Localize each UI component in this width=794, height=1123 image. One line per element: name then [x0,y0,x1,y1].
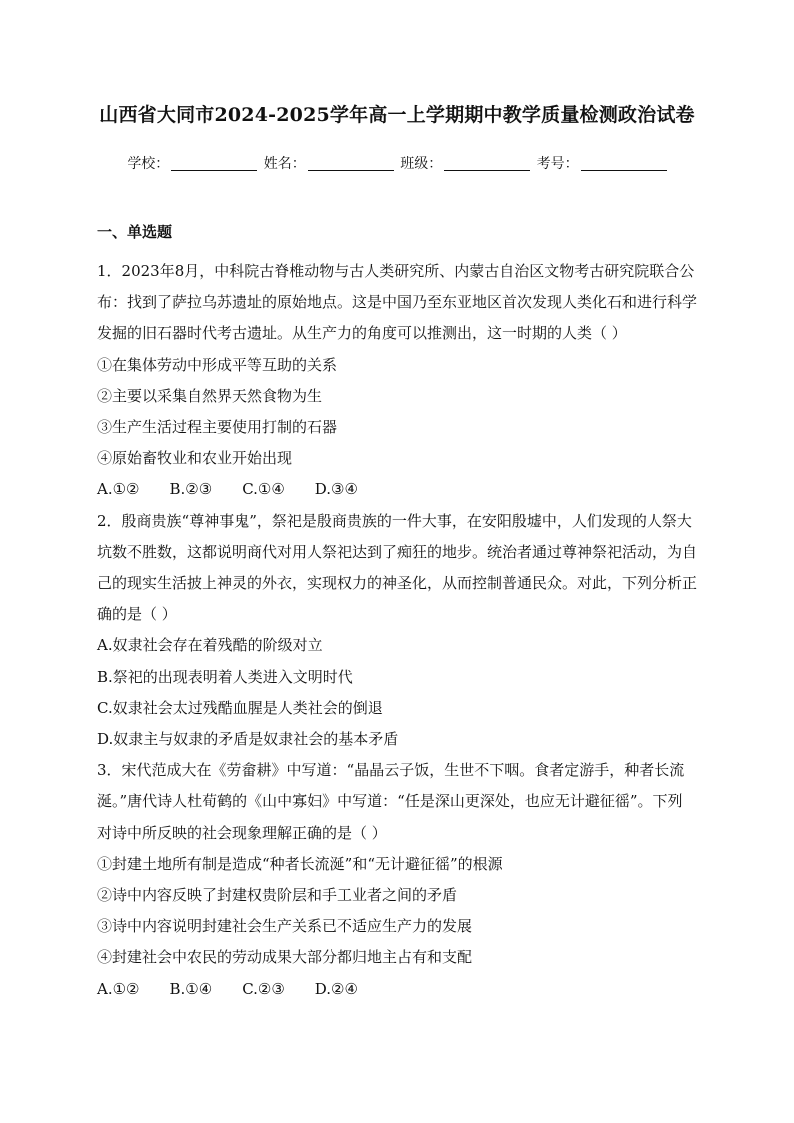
question-stem: 3．宋代范成大在《劳畲耕》中写道：“晶晶云子饭，生世不下咽。食者定游手，种者长流涎。”唐代诗人杜荀鹤的《山中寡妇》中写道：“任是深山更深处，也应无计避征徭”。下列对诗中所反映的社会现象理解正确的是（ ） [97,761,685,842]
question-1 [97,256,697,506]
question-3 [97,755,697,1005]
option-d: D.②④ [314,979,358,998]
option-a: A.奴隶社会存在着残酷的阶级对立 [97,636,323,655]
option-b: B.祭祀的出现表明着人类进入文明时代 [97,667,353,686]
answer-options [97,974,697,1005]
question-stem: 2．殷商贵族“尊神事鬼”，祭祀是殷商贵族的一件大事，在安阳殷墟中，人们发现的人祭大坑数不胜数，这都说明商代对用人祭祀达到了痴狂的地步。统治者通过尊神祭祀活动，为自己的现实生活披上神灵的外衣，实现权力的神圣化，从而控制普通民众。对此，下列分析正确的是（ ） [97,511,698,624]
option-a: A.①② [97,480,140,499]
questions [97,256,697,1005]
student-info-line [0,153,794,173]
statement-item: ③诗中内容说明封建社会生产关系已不适应生产力的发展 [97,917,473,936]
page-title: 山西省大同市2024-2025学年高一上学期期中教学质量检测政治试卷 [99,104,695,126]
statement-item: ③生产生活过程主要使用打制的石器 [97,418,338,437]
class-field: 班级： [400,153,530,173]
statement-item: ①封建土地所有制是造成“种者长流涎”和“无计避征徭”的根源 [97,854,503,873]
statement-item: ②主要以采集自然界天然食物为生 [97,386,323,405]
option-a: A.①② [97,979,140,998]
option-b: B.②③ [169,480,213,499]
exam-number-blank [581,156,667,171]
class-blank [444,156,530,171]
question-stem: 1．2023年8月，中科院古脊椎动物与古人类研究所、内蒙古自治区文物考古研究院联合公布：找到了萨拉乌苏遗址的原始地点。这是中国乃至东亚地区首次发现人类化石和进行科学发掘的旧石器时代考古遗址。从生产力的角度可以推测出，这一时期的人类（ ） [97,262,698,343]
option-c: C.②③ [242,979,285,998]
option-b: B.①④ [169,979,213,998]
statement-item: ④封建社会中农民的劳动成果大部分都归地主占有和支配 [97,948,473,967]
exam-number-field: 考号： [537,153,667,173]
statement-item: ②诗中内容反映了封建权贵阶层和手工业者之间的矛盾 [97,886,458,905]
school-blank [171,156,257,171]
section-title: 一、单选题 [97,223,173,241]
question-2 [97,506,697,756]
option-c: C.奴隶社会太过残酷血腥是人类社会的倒退 [97,698,383,717]
statement-item: ④原始畜牧业和农业开始出现 [97,449,293,468]
option-d: D.奴隶主与奴隶的矛盾是奴隶社会的基本矛盾 [97,730,399,749]
name-blank [308,156,394,171]
name-field: 姓名： [264,153,394,173]
option-c: C.①④ [242,480,285,499]
answer-options [97,474,697,505]
statement-item: ①在集体劳动中形成平等互助的关系 [97,355,338,374]
option-d: D.③④ [314,480,358,499]
school-field: 学校： [127,153,257,173]
